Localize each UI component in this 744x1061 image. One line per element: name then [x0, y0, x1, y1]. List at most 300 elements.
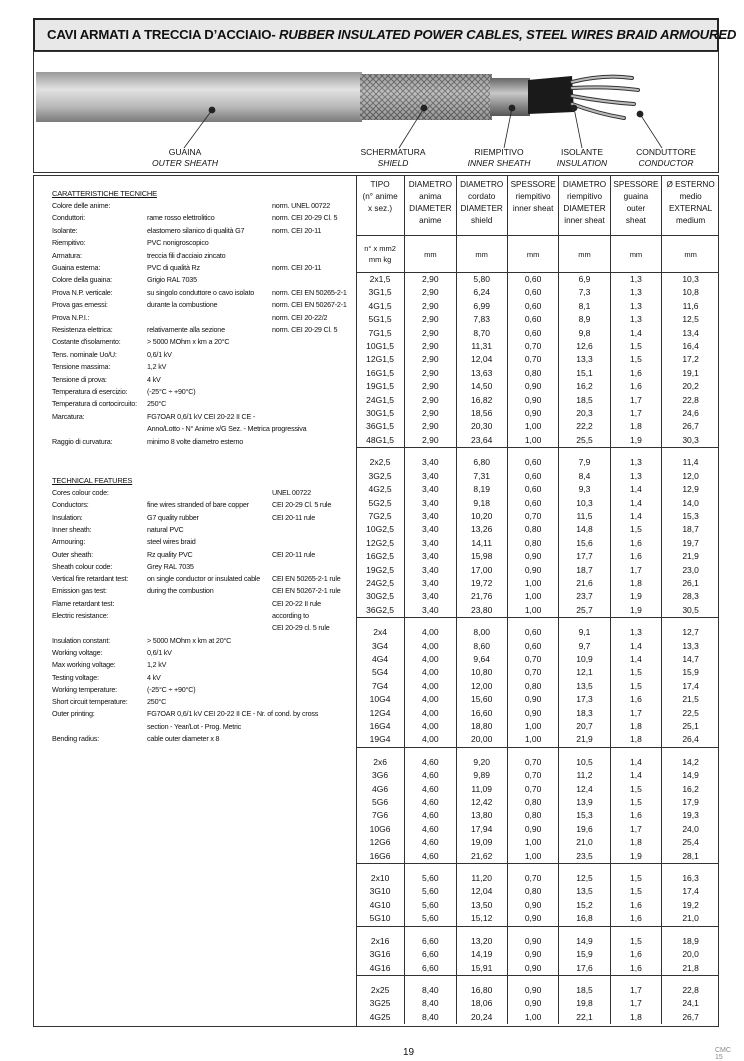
column-header-line: cordato: [468, 192, 496, 201]
value-cell: 1,00: [507, 420, 559, 433]
spec-value: (-25°C ÷ +90°C): [147, 387, 196, 396]
spec-label: Tens. nominale Uo/U:: [52, 349, 117, 359]
spec-norm: CEI EN 50267-2-1 rule: [272, 586, 341, 596]
value-cell: 12,00: [456, 680, 507, 693]
spec-label: Outer printing:: [52, 709, 95, 719]
spec-value: fine wires stranded of bare copper: [147, 500, 249, 510]
value-cell: 12,7: [662, 626, 719, 639]
value-cell: 14,8: [559, 523, 610, 536]
label-conductor-it: CONDUTTORE: [636, 147, 696, 157]
table-row: [356, 948, 719, 961]
value-cell: 4,60: [405, 796, 456, 809]
value-cell: 0,80: [507, 680, 559, 693]
cable-type-cell: 5G4: [372, 667, 389, 678]
value-cell: 6,60: [405, 948, 456, 961]
cable-type-cell: 2x4: [373, 627, 387, 638]
value-cell: 12,4: [559, 783, 610, 796]
value-cell: 25,5: [559, 434, 610, 448]
table-row: [356, 680, 719, 693]
table-row: [356, 470, 719, 483]
value-cell: 9,7: [559, 640, 610, 653]
column-header-line: outer: [626, 204, 646, 213]
column-header: [610, 176, 662, 236]
value-cell: 1,6: [610, 948, 662, 961]
table-row: [356, 809, 719, 822]
value-cell: 13,63: [456, 367, 507, 380]
value-cell: 3,40: [405, 604, 456, 618]
value-cell: 12,1: [559, 666, 610, 679]
value-cell: 0,90: [507, 707, 559, 720]
value-cell: 23,64: [456, 434, 507, 448]
column-header-line: medium: [676, 216, 706, 225]
value-cell: 1,8: [610, 733, 662, 747]
value-cell: 1,6: [610, 380, 662, 393]
spec-value: Rz quality PVC: [147, 549, 193, 559]
value-cell: 19,6: [559, 823, 610, 836]
value-cell: 4,00: [405, 733, 456, 747]
value-cell: 8,9: [559, 313, 610, 326]
column-header-line: shield: [470, 216, 493, 225]
value-cell: 0,90: [507, 984, 559, 997]
table-row: [356, 483, 719, 496]
value-cell: 3,40: [405, 456, 456, 469]
column-header: [456, 176, 507, 236]
value-cell: 1,9: [610, 604, 662, 618]
value-cell: 10,8: [662, 286, 719, 299]
value-cell: 21,62: [456, 850, 507, 864]
cable-type-cell: 7G4: [372, 680, 389, 691]
spec-value: > 5000 MOhm x km a 20°C: [147, 337, 230, 347]
spec-label: Emission gas test:: [52, 586, 107, 596]
spec-norm: according to: [272, 611, 309, 620]
cable-type-cell: 12G4: [369, 707, 391, 718]
cable-dimensions-table: [356, 176, 719, 1024]
table-row: [356, 523, 719, 536]
value-cell: 22,8: [662, 394, 719, 407]
group-separator: [356, 448, 719, 457]
label-outer-sheath-it: GUAINA: [168, 147, 202, 157]
column-header-line: SPESSORE: [510, 180, 556, 189]
value-cell: 28,1: [662, 850, 719, 864]
group-separator: [356, 926, 719, 935]
value-cell: 0,90: [507, 394, 559, 407]
value-cell: 19,8: [559, 997, 610, 1010]
value-cell: 14,9: [662, 769, 719, 782]
spec-value: durante la combustione: [147, 300, 218, 310]
cable-type-cell: 16G4: [369, 721, 391, 731]
value-cell: 26,7: [662, 1011, 719, 1024]
spec-value: > 5000 MOhm x km at 20°C: [147, 635, 232, 645]
value-cell: 1,8: [610, 420, 662, 433]
column-header-line: (n° anime: [362, 192, 398, 201]
spec-value: rame rosso elettrolitico: [147, 213, 215, 223]
value-cell: 5,60: [405, 899, 456, 912]
value-cell: 10,3: [559, 497, 610, 510]
value-cell: 17,94: [456, 823, 507, 836]
value-cell: 15,6: [559, 537, 610, 550]
cable-type-cell: 4G2,5: [368, 484, 392, 495]
value-cell: 0,60: [507, 497, 559, 510]
cable-type-cell: 19G4: [369, 734, 391, 745]
spec-value: 0,6/1 kV: [147, 349, 172, 359]
value-cell: 12,6: [559, 340, 610, 353]
unit-cell: n° x mm2 mm kg: [356, 236, 405, 273]
value-cell: 15,2: [559, 899, 610, 912]
column-header-line: DIAMETER: [460, 204, 503, 213]
cable-type-cell: 5G2,5: [368, 497, 392, 508]
value-cell: 1,4: [610, 653, 662, 666]
value-cell: 21,6: [559, 577, 610, 590]
value-cell: 26,4: [662, 733, 719, 747]
table-row: [356, 720, 719, 733]
value-cell: 26,7: [662, 420, 719, 433]
cable-type-cell: 3G10: [369, 886, 391, 897]
table-row: [356, 353, 719, 366]
column-header: [559, 176, 610, 236]
value-cell: 1,6: [610, 962, 662, 976]
value-cell: 1,00: [507, 604, 559, 618]
value-cell: 17,00: [456, 564, 507, 577]
cable-type-cell: 3G25: [369, 998, 391, 1009]
value-cell: 4,00: [405, 653, 456, 666]
unit-cell: mm: [456, 236, 507, 273]
value-cell: 9,8: [559, 327, 610, 340]
label-outer-sheath: [132, 147, 238, 169]
group-separator: [356, 864, 719, 873]
value-cell: 1,7: [610, 394, 662, 407]
value-cell: 1,5: [610, 885, 662, 898]
cable-type-cell: 10G2,5: [366, 524, 395, 535]
label-inner-sheath-en: INNER SHEATH: [467, 158, 531, 168]
cable-type-cell: 24G1,5: [366, 394, 395, 405]
value-cell: 23,5: [559, 850, 610, 864]
value-cell: 9,18: [456, 497, 507, 510]
units-row: [356, 236, 719, 273]
value-cell: 1,00: [507, 577, 559, 590]
spec-value: 250°C: [147, 399, 167, 409]
value-cell: 4,00: [405, 720, 456, 733]
value-cell: 8,40: [405, 984, 456, 997]
spec-label: Testing voltage:: [52, 672, 99, 682]
value-cell: 21,9: [559, 733, 610, 747]
value-cell: 0,90: [507, 948, 559, 961]
value-cell: 18,3: [559, 707, 610, 720]
unit-cell: mm: [559, 236, 610, 273]
table-row: [356, 380, 719, 393]
value-cell: 17,3: [559, 693, 610, 706]
cable-type-cell: 16G6: [369, 850, 391, 861]
value-cell: 16,2: [662, 783, 719, 796]
value-cell: 10,20: [456, 510, 507, 523]
cable-type-cell: 2x25: [370, 984, 390, 995]
value-cell: 3,40: [405, 590, 456, 603]
value-cell: 11,09: [456, 783, 507, 796]
value-cell: 14,2: [662, 756, 719, 769]
cable-type-cell: 30G1,5: [366, 408, 395, 419]
table-row: [356, 693, 719, 706]
value-cell: 0,90: [507, 997, 559, 1010]
value-cell: 15,9: [559, 948, 610, 961]
value-cell: 25,4: [662, 836, 719, 849]
insulation-shape: [528, 76, 574, 114]
cable-type-cell: 19G1,5: [366, 381, 395, 392]
spec-value: (-25°C ÷ +90°C): [147, 684, 196, 694]
value-cell: 0,60: [507, 327, 559, 340]
spec-norm: CEI 20-29 Cl. 5 rule: [272, 500, 332, 510]
spec-label: Bending radius:: [52, 734, 99, 743]
value-cell: 1,00: [507, 733, 559, 747]
value-cell: 0,70: [507, 510, 559, 523]
value-cell: 10,80: [456, 666, 507, 679]
value-cell: 10,5: [559, 756, 610, 769]
value-cell: 19,72: [456, 577, 507, 590]
label-shield-it: SCHERMATURA: [360, 147, 426, 157]
value-cell: 1,5: [610, 872, 662, 885]
spec-label: Conductors:: [52, 500, 89, 510]
column-header-line: guaina: [623, 192, 649, 201]
value-cell: 16,60: [456, 707, 507, 720]
cable-type-cell: 12G1,5: [366, 354, 395, 365]
value-cell: 13,4: [662, 327, 719, 340]
spec-norm: norm. UNEL 00722: [272, 201, 331, 210]
page-title: [33, 18, 737, 52]
table-row: [356, 367, 719, 380]
column-header: [507, 176, 559, 236]
unit-cell: mm: [405, 236, 456, 273]
cable-type-cell: 2x2,5: [369, 457, 391, 468]
value-cell: 13,50: [456, 899, 507, 912]
value-cell: 2,90: [405, 353, 456, 366]
value-cell: 2,90: [405, 394, 456, 407]
table-row: [356, 733, 719, 747]
cable-type-cell: 5G10: [369, 913, 391, 924]
column-header-line: DIAMETRO: [562, 180, 607, 189]
column-header-line: riempitivo: [566, 192, 603, 201]
value-cell: 4,00: [405, 707, 456, 720]
value-cell: 10,9: [559, 653, 610, 666]
label-conductor-en: CONDUCTOR: [638, 158, 694, 168]
value-cell: 3,40: [405, 550, 456, 563]
outer-sheath-shape: [36, 72, 362, 122]
column-header: [405, 176, 456, 236]
spec-norm: norm. CEI 20-22/2: [272, 312, 328, 322]
value-cell: 1,5: [610, 523, 662, 536]
value-cell: 1,8: [610, 720, 662, 733]
value-cell: 12,04: [456, 353, 507, 366]
column-header: [356, 176, 405, 236]
spec-label: Tensione massima:: [52, 362, 111, 372]
value-cell: 0,60: [507, 626, 559, 639]
value-cell: 1,00: [507, 836, 559, 849]
value-cell: 18,7: [662, 523, 719, 536]
value-cell: 9,64: [456, 653, 507, 666]
value-cell: 19,7: [662, 537, 719, 550]
value-cell: 2,90: [405, 340, 456, 353]
value-cell: 0,90: [507, 407, 559, 420]
label-shield-en: SHIELD: [377, 158, 409, 168]
spec-norm: norm. CEI 20-29 Cl. 5: [272, 213, 338, 223]
spec-label: Costante d'isolamento:: [52, 337, 121, 347]
value-cell: 0,90: [507, 899, 559, 912]
table-row: [356, 510, 719, 523]
value-cell: 1,8: [610, 577, 662, 590]
value-cell: 12,04: [456, 885, 507, 898]
value-cell: 0,70: [507, 756, 559, 769]
value-cell: 0,70: [507, 769, 559, 782]
value-cell: 21,5: [662, 693, 719, 706]
value-cell: 30,3: [662, 434, 719, 448]
table-row: [356, 769, 719, 782]
value-cell: 20,7: [559, 720, 610, 733]
value-cell: 1,5: [610, 796, 662, 809]
spec-value: 4 kV: [147, 672, 161, 682]
spec-label: Inner sheath:: [52, 524, 92, 534]
value-cell: 1,4: [610, 483, 662, 496]
table-row: [356, 313, 719, 326]
value-cell: 8,1: [559, 300, 610, 313]
column-header-line: inner sheat: [512, 204, 554, 213]
value-cell: 23,0: [662, 564, 719, 577]
column-header-line: riempitivo: [515, 192, 551, 201]
value-cell: 12,42: [456, 796, 507, 809]
value-cell: 8,19: [456, 483, 507, 496]
value-cell: 15,12: [456, 912, 507, 926]
value-cell: 0,90: [507, 823, 559, 836]
table-row: [356, 286, 719, 299]
value-cell: 11,5: [559, 510, 610, 523]
value-cell: 1,3: [610, 286, 662, 299]
value-cell: 1,7: [610, 984, 662, 997]
value-cell: 4,60: [405, 769, 456, 782]
value-cell: 4,60: [405, 756, 456, 769]
column-header-line: inner sheat: [564, 216, 605, 225]
column-header-line: DIAMETER: [409, 204, 452, 213]
cable-type-cell: 16G2,5: [366, 551, 395, 562]
value-cell: 11,20: [456, 872, 507, 885]
value-cell: 1,6: [610, 537, 662, 550]
label-shield: [340, 147, 446, 169]
label-conductor: [618, 147, 714, 169]
spec-label: Flame retardant test:: [52, 598, 115, 608]
value-cell: 7,9: [559, 456, 610, 469]
cable-type-cell: 3G2,5: [368, 470, 392, 481]
spec-label: Conduttori:: [52, 213, 85, 223]
table-row: [356, 984, 719, 997]
value-cell: 1,5: [610, 353, 662, 366]
value-cell: 0,60: [507, 300, 559, 313]
title-italian: CAVI ARMATI A TRECCIA D’ACCIAIO-: [47, 27, 276, 42]
value-cell: 11,6: [662, 300, 719, 313]
cable-diagram: [33, 51, 719, 173]
column-header-line: anima: [419, 192, 442, 201]
value-cell: 23,80: [456, 604, 507, 618]
value-cell: 1,9: [610, 434, 662, 448]
value-cell: 25,7: [559, 604, 610, 618]
table-header-row: [356, 176, 719, 236]
value-cell: 4,60: [405, 809, 456, 822]
value-cell: 15,60: [456, 693, 507, 706]
spec-value: 1,2 kV: [147, 362, 167, 372]
spec-value: FG7OAR 0,6/1 kV CEI 20-22 II CE - Nr. of cond. by cross: [147, 709, 319, 719]
group-separator: [356, 618, 719, 627]
value-cell: 2,90: [405, 300, 456, 313]
table-row: [356, 850, 719, 864]
value-cell: 26,1: [662, 577, 719, 590]
value-cell: 3,40: [405, 577, 456, 590]
value-cell: 20,00: [456, 733, 507, 747]
spec-label: Temperatura di cortocircuito:: [52, 399, 137, 409]
value-cell: 0,80: [507, 885, 559, 898]
value-cell: 1,4: [610, 756, 662, 769]
value-cell: 15,3: [662, 510, 719, 523]
cable-type-cell: 10G6: [369, 823, 391, 834]
table-row: [356, 1011, 719, 1024]
value-cell: 2,90: [405, 313, 456, 326]
unit-cell: mm: [662, 236, 719, 273]
value-cell: 17,4: [662, 885, 719, 898]
cable-type-cell: 48G1,5: [366, 434, 395, 445]
value-cell: 1,3: [610, 300, 662, 313]
table-row: [356, 537, 719, 550]
value-cell: 17,7: [559, 550, 610, 563]
value-cell: 3,40: [405, 537, 456, 550]
value-cell: 1,7: [610, 564, 662, 577]
page-number: 19: [403, 1047, 415, 1058]
table-row: [356, 912, 719, 926]
spec-label: Resistenza elettrica:: [52, 325, 113, 334]
spec-label: Max working voltage:: [52, 660, 116, 670]
spec-value: su singolo conduttore o cavo isolato: [147, 287, 255, 297]
value-cell: 1,9: [610, 850, 662, 864]
value-cell: 30,5: [662, 604, 719, 618]
value-cell: 1,7: [610, 997, 662, 1010]
cable-type-cell: 10G1,5: [366, 341, 395, 352]
value-cell: 11,2: [559, 769, 610, 782]
column-header-line: medio: [679, 192, 702, 201]
value-cell: 4,00: [405, 693, 456, 706]
value-cell: 1,4: [610, 769, 662, 782]
value-cell: 5,60: [405, 912, 456, 926]
cable-type-cell: 7G1,5: [368, 327, 392, 338]
cable-type-cell: 3G16: [369, 949, 391, 960]
value-cell: 14,50: [456, 380, 507, 393]
value-cell: 0,60: [507, 483, 559, 496]
value-cell: 8,4: [559, 470, 610, 483]
spec-value: on single conductor or insulated cable: [147, 574, 261, 584]
spec-label: Armatura:: [52, 250, 82, 260]
table-row: [356, 456, 719, 469]
cable-type-cell: 4G1,5: [368, 300, 392, 311]
value-cell: 20,30: [456, 420, 507, 433]
specs-heading: CARATTERISTICHE TECNICHE: [52, 189, 157, 198]
value-cell: 4,00: [405, 666, 456, 679]
spec-label: Insulation:: [52, 512, 83, 522]
value-cell: 1,7: [610, 707, 662, 720]
value-cell: 8,00: [456, 626, 507, 639]
value-cell: 11,31: [456, 340, 507, 353]
spec-value: during the combustion: [147, 586, 214, 596]
cable-type-cell: 36G2,5: [366, 604, 395, 615]
spec-value: FG7OAR 0,6/1 kV CEI 20-22 II CE -: [147, 411, 256, 421]
spec-value: G7 quality rubber: [147, 512, 199, 522]
cable-type-cell: 16G1,5: [366, 367, 395, 378]
value-cell: 0,80: [507, 796, 559, 809]
cable-type-cell: 5G6: [372, 797, 389, 808]
table-row: [356, 872, 719, 885]
table-row: [356, 899, 719, 912]
column-header-line: DIAMETRO: [460, 180, 504, 189]
label-outer-sheath-en: OUTER SHEATH: [152, 158, 218, 168]
